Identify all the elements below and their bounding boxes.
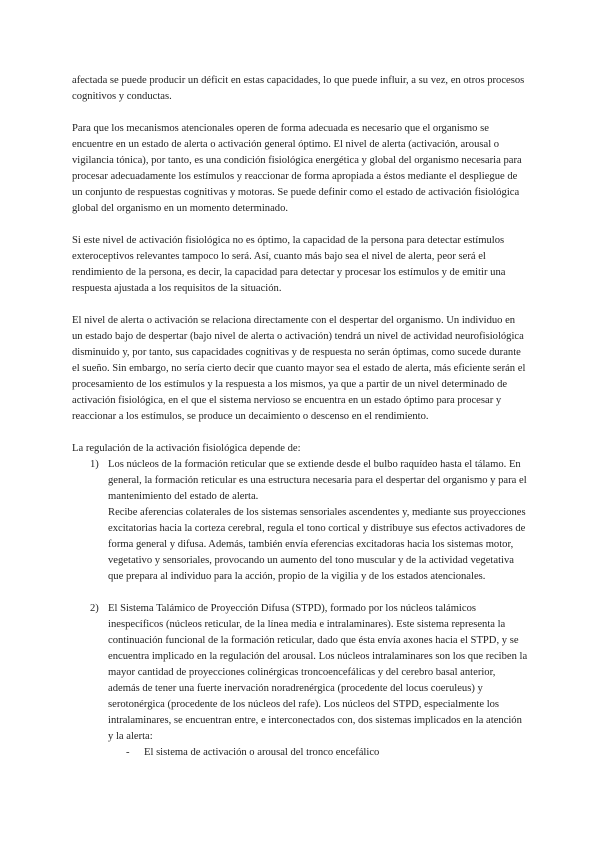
sublist-item [108, 745, 528, 761]
list-item-text: Los núcleos de la formación reticular que se extiende desde el bulbo raquídeo hasta el tálamo. En general, la formación reticular es una estructura necesaria para el despertar del organismo y para el mantenimiento del estado de alerta. [108, 459, 527, 502]
sublist-marker: - [126, 747, 130, 758]
list-intro: La regulación de la activación fisiológica depende de: [72, 443, 301, 454]
regulation-list [72, 457, 528, 761]
paragraph-continuation: afectada se puede producir un déficit en estas capacidades, lo que puede influir, a su vez, en otros procesos cognitivos y conductas. [72, 75, 525, 102]
paragraph-alertness-awakening: El nivel de alerta o activación se relaciona directamente con el despertar del organismo. Un individuo en un estado bajo de despertar (bajo nivel de alerta o activación) tendrá un nivel de actividad neurofisiológica disminuido y, por tanto, sus capacidades cognitivas y de respuesta no serán óptimas, como sucede durante el sueño. Sin embargo, no sería cierto decir que cuanto mayor sea el estado de alerta, más eficiente serán el procesamiento de los estímulos y la respuesta a los mismos, ya que a partir de un nivel determinado de activación fisiológica, en el que el sistema nervioso se encuentra en un estado óptimo para procesar y reaccionar a los estímulos, se produce un decaimiento o descenso en el rendimiento. [72, 315, 526, 422]
list-number: 1) [90, 459, 99, 470]
list-item-text-continuation: Recibe aferencias colaterales de los sistemas sensoriales ascendentes y, mediante sus proyecciones excitatorias hacia la corteza cerebral, regula el tono cortical y distribuye sus efectos activadores de forma general y difusa. Además, también envía eferencias excitadoras hacia los sistemas motor, vegetativo y sensoriales, provocando un aumento del tono muscular y de la actividad vegetativa que prepara al individuo para la acción, propio de la vigilia y de los estados atencionales. [108, 507, 526, 582]
list-item-reticular-formation [72, 457, 528, 585]
list-number: 2) [90, 603, 99, 614]
list-item-text: El Sistema Talámico de Proyección Difusa (STPD), formado por los núcleos talámicos inespecíficos (núcleos reticular, de la línea media e intralaminares). Este sistema representa la continuación funcional de la formación reticular, dado que ésta envía axones hacia el STPD, y se encuentra implicado en la regulación del arousal. Los núcleos intralaminares son los que reciben la mayor cantidad de proyecciones colinérgicas troncoencefálicas y del cerebro basal anterior, además de tener una fuerte inervación noradrenérgica (procedente del locus coeruleus) y serotonérgica (procedente de los núcleos del rafe). Los núcleos del STPD, especialmente los intralaminares, se encuentran entre, e interconectados con, dos sistemas implicados en la atención y la alerta: [108, 603, 528, 742]
sublist [108, 745, 528, 761]
paragraph-activation-level: Si este nivel de activación fisiológica no es óptimo, la capacidad de la persona para detectar estímulos exteroceptivos relevantes tampoco lo será. Así, cuanto más bajo sea el nivel de alerta, peor será el rendimiento de la persona, es decir, la capacidad para detectar y procesar los estímulos y de emitir una respuesta ajustada a los requisitos de la situación. [72, 235, 506, 294]
sublist-item-text: El sistema de activación o arousal del tronco encefálico [144, 747, 380, 758]
list-item-stpd [72, 601, 528, 761]
document-page [72, 73, 528, 777]
paragraph-attention-mechanisms: Para que los mecanismos atencionales operen de forma adecuada es necesario que el organismo se encuentre en un estado de alerta o activación general óptimo. El nivel de alerta (activación, arousal o vigilancia tónica), por tanto, es una condición fisiológica energética y global del organismo necesaria para procesar adecuadamente los estímulos y reaccionar de forma apropiada a éstos mediante el despliegue de un conjunto de respuestas cognitivas y motoras. Se puede definir como el estado de activación fisiológica global del organismo en un momento determinado. [72, 123, 522, 214]
